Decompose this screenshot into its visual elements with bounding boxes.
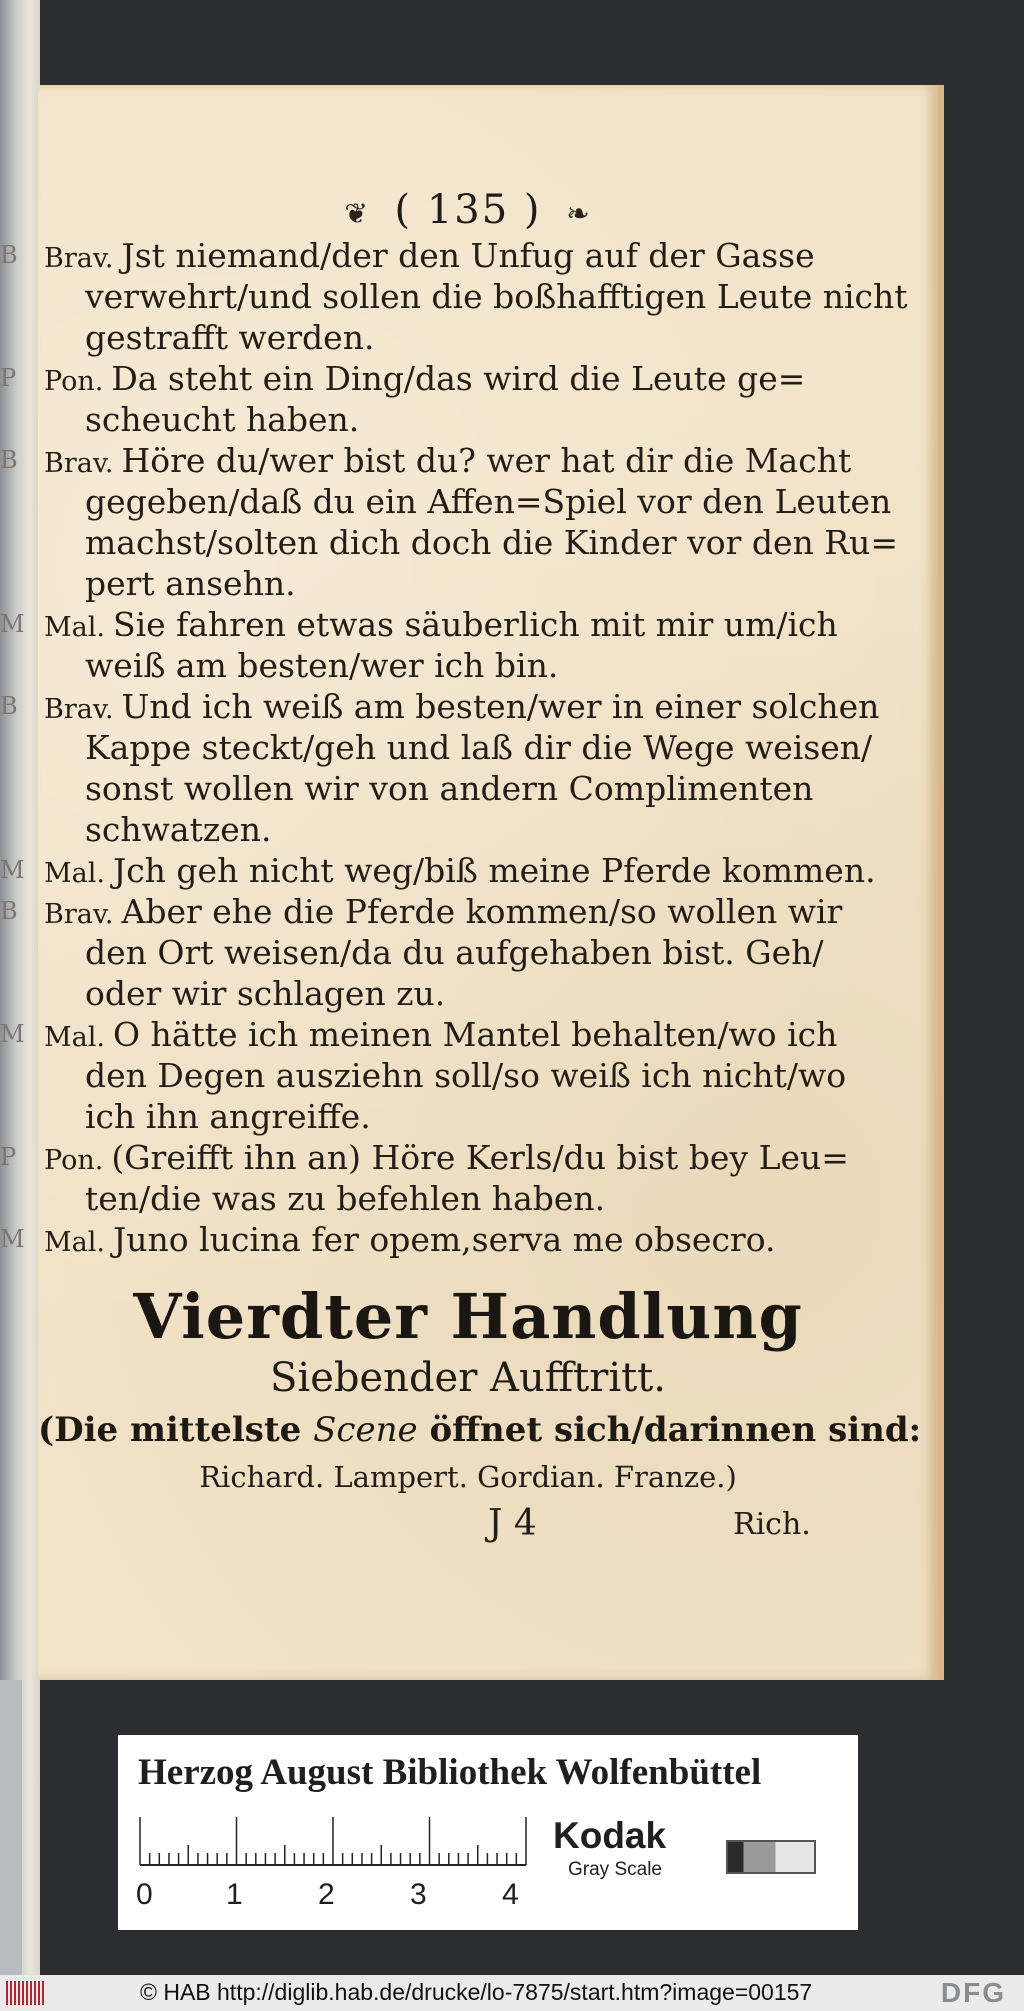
scale-number: 1 [226, 1878, 243, 1911]
library-name: Herzog August Bibliothek Wolfenbüttel [138, 1752, 762, 1793]
margin-letter: B [0, 241, 18, 269]
speaker-name: Mal. [44, 1227, 105, 1258]
stage-direction-open: (Die mittelste [38, 1410, 302, 1450]
dialogue-line: den Degen ausziehn soll/so weiß ich nicht/wo [85, 1056, 847, 1095]
dialogue-line [0, 604, 898, 645]
margin-letter: P [0, 364, 17, 392]
dialogue-text-line: Und ich weiß am besten/wer in einer solchen [121, 687, 880, 726]
dialogue-entry [0, 440, 899, 604]
dialogue-line: schwatzen. [85, 810, 272, 849]
margin-letter: M [0, 1225, 25, 1253]
scale-number: 4 [502, 1878, 519, 1911]
act-title: Vierdter Handlung [133, 1280, 803, 1353]
dialogue-line: oder wir schlagen zu. [85, 974, 446, 1013]
scale-numbers [136, 1878, 536, 1918]
book-page [0, 85, 944, 1680]
catchword: Rich. [733, 1507, 811, 1542]
copyright-link[interactable]: © HAB http://diglib.hab.de/drucke/lo-7875/start.htm?image=00157 [140, 1979, 813, 2005]
dialogue-text [0, 235, 908, 1260]
dialogue-line: gestrafft werden. [85, 318, 375, 357]
gray-scale-label: Gray Scale [568, 1859, 662, 1880]
scale-number: 2 [318, 1878, 335, 1911]
dialogue-line [0, 235, 898, 276]
footer-bar [0, 1975, 1024, 2011]
dialogue-entry [0, 358, 898, 440]
scene-title: Siebender Aufftritt. [270, 1355, 666, 1401]
scale-number: 0 [136, 1878, 153, 1911]
margin-letter: B [0, 446, 18, 474]
dialogue-line: pert ansehn. [85, 564, 296, 603]
kodak-logo: Kodak [553, 1815, 667, 1856]
dialogue-text-line: Jst niemand/der den Unfug auf der Gasse [121, 236, 815, 275]
neighbor-page-strip [0, 1680, 22, 1975]
stage-direction-scene: Scene [313, 1410, 418, 1450]
dialogue-entry [0, 1219, 898, 1260]
dialogue-entry [0, 891, 898, 1014]
ornament-left-icon: ❦ [344, 196, 370, 230]
barcode-icon [6, 1981, 46, 2005]
dialogue-line [0, 891, 898, 932]
dialogue-entry [0, 604, 898, 686]
dialogue-entry [0, 850, 898, 891]
color-reference-card [118, 1735, 858, 1930]
speaker-name: Mal. [44, 1022, 105, 1053]
dialogue-text-line: (Greifft ihn an) Höre Kerls/du bist bey Leu= [111, 1138, 849, 1177]
ornament-right-icon: ❧ [566, 196, 592, 230]
speaker-name: Mal. [44, 858, 105, 889]
dfg-logo: DFG [940, 1977, 1006, 2008]
speaker-name: Brav. [44, 243, 114, 274]
margin-letter: P [0, 1143, 17, 1171]
margin-letter: B [0, 897, 18, 925]
page-number: ( 135 ) [394, 187, 542, 233]
stage-direction [38, 1410, 922, 1450]
dialogue-line [0, 1219, 898, 1260]
dialogue-entry [0, 1014, 898, 1137]
dialogue-entry [0, 235, 908, 358]
dialogue-line: machst/solten dich doch die Kinder vor den Ru= [85, 523, 899, 562]
dialogue-line: weiß am besten/wer ich bin. [85, 646, 559, 685]
dialogue-text-line: Jch geh nicht weg/biß meine Pferde kommen. [112, 851, 876, 890]
stage-direction-rest: öffnet sich/darinnen sind: [429, 1410, 922, 1450]
dialogue-line: scheucht haben. [85, 400, 360, 439]
dialogue-line [0, 686, 898, 727]
margin-letter: M [0, 1020, 25, 1048]
margin-letter: M [0, 856, 25, 884]
gray-patch [726, 1840, 816, 1874]
scale-number: 3 [410, 1878, 427, 1911]
dialogue-line: den Ort weisen/da du aufgehaben bist. Geh/ [85, 933, 824, 972]
speaker-name: Brav. [44, 694, 114, 725]
dialogue-line: ten/die was zu befehlen haben. [85, 1179, 606, 1218]
speaker-name: Brav. [44, 899, 114, 930]
dialogue-line [0, 358, 898, 399]
stage-names: Richard. Lampert. Gordian. Franze.) [199, 1460, 737, 1494]
margin-letter: M [0, 610, 25, 638]
dialogue-text-line: O hätte ich meinen Mantel behalten/wo ich [112, 1015, 838, 1054]
dialogue-line: sonst wollen wir von andern Complimenten [85, 769, 814, 808]
neighbor-page-edge [0, 0, 40, 1975]
scale-ruler [138, 1817, 528, 1867]
dialogue-entry [0, 1137, 898, 1219]
dialogue-line: Kappe steckt/geh und laß dir die Wege weisen/ [85, 728, 873, 767]
signature-mark: J 4 [488, 1503, 537, 1544]
dialogue-line [0, 1014, 898, 1055]
dialogue-text-line: Aber ehe die Pferde kommen/so wollen wir [121, 892, 843, 931]
dialogue-entry [0, 686, 898, 850]
dialogue-text-line: Sie fahren etwas säuberlich mit mir um/ich [112, 605, 838, 644]
dialogue-line: gegeben/daß du ein Affen=Spiel vor den Leuten [85, 482, 892, 521]
page-header [38, 187, 898, 233]
dialogue-line [0, 1137, 898, 1178]
margin-letter: B [0, 692, 18, 720]
dialogue-line: ich ihn angreiffe. [85, 1097, 371, 1136]
dialogue-line [0, 850, 898, 891]
speaker-name: Pon. [44, 366, 104, 397]
dialogue-line: verwehrt/und sollen die boßhafftigen Leute nicht [85, 277, 908, 316]
speaker-name: Pon. [44, 1145, 104, 1176]
dialogue-text-line: Juno lucina fer opem,serva me obsecro. [112, 1220, 776, 1259]
speaker-name: Brav. [44, 448, 114, 479]
dialogue-text-line: Da steht ein Ding/das wird die Leute ge= [111, 359, 806, 398]
dialogue-text-line: Höre du/wer bist du? wer hat dir die Macht [121, 441, 852, 480]
speaker-name: Mal. [44, 612, 105, 643]
dialogue-line [0, 440, 898, 481]
